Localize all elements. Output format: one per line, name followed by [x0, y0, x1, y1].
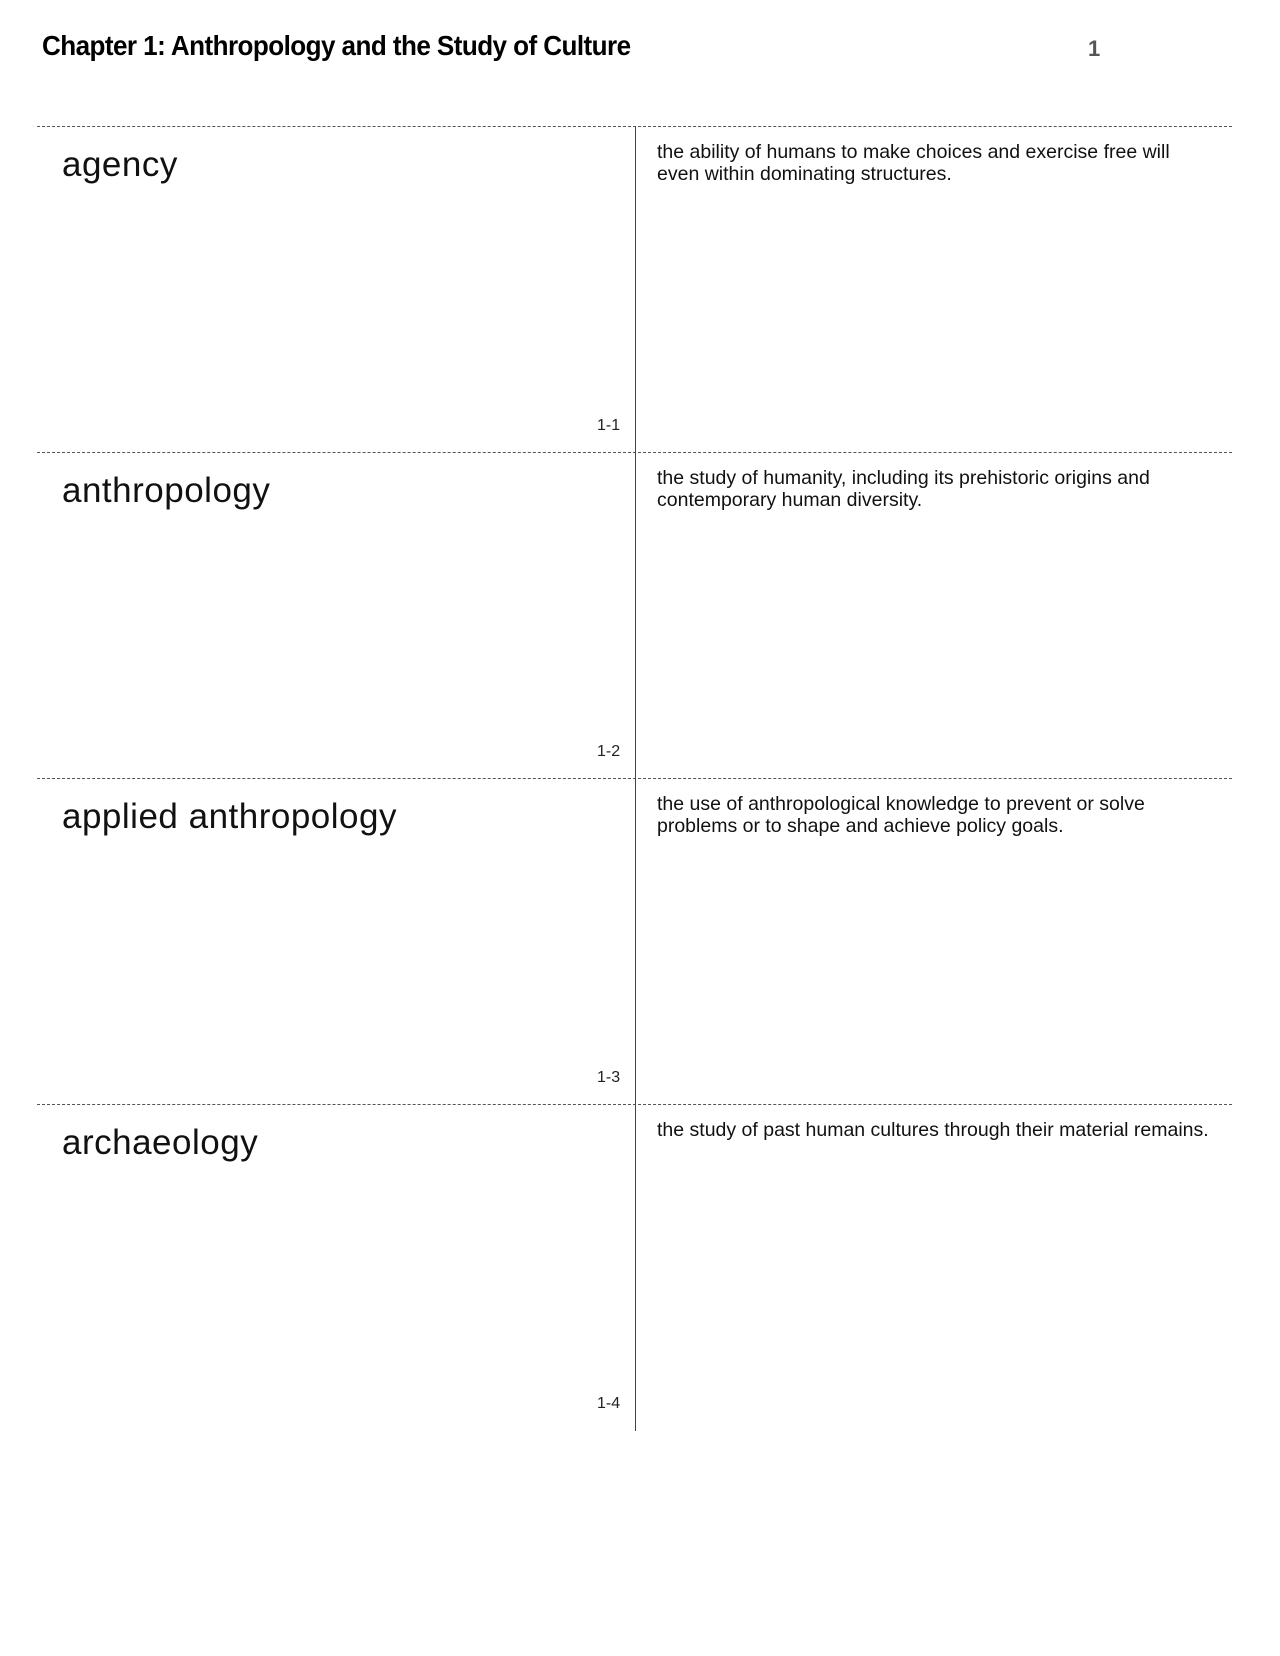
card-definition: the ability of humans to make choices and exercise free will even within dominating structures.: [657, 141, 1170, 185]
card-id: 1-2: [597, 743, 621, 760]
card-term: applied anthropology: [62, 797, 397, 836]
card-term: archaeology: [62, 1123, 259, 1162]
card-id: 1-4: [597, 1395, 621, 1412]
flashcard-grid: [37, 126, 1232, 1431]
card-definition: the study of humanity, including its prehistoric origins and contemporary human diversity.: [657, 467, 1150, 511]
page-title: Chapter 1: Anthropology and the Study of Culture: [42, 30, 631, 61]
card-term: agency: [62, 145, 178, 184]
card-term: anthropology: [62, 471, 271, 510]
card-id: 1-3: [597, 1069, 621, 1086]
card-definition: the use of anthropological knowledge to prevent or solve problems or to shape and achieve policy goals.: [657, 793, 1145, 837]
card-id: 1-1: [597, 417, 621, 434]
page-number: 1: [1088, 36, 1101, 61]
card-definition: the study of past human cultures through their material remains.: [657, 1119, 1209, 1141]
center-fold-line: [635, 126, 636, 1431]
